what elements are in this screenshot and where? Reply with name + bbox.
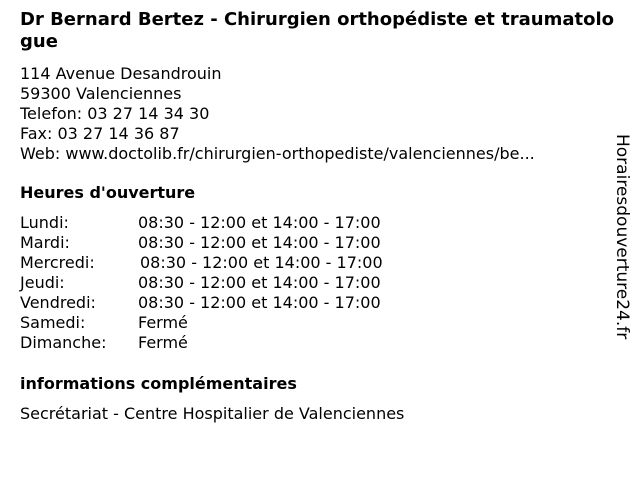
time-value: 08:30 - 12:00 et 14:00 - 17:00 xyxy=(138,233,381,252)
hours-row-saturday xyxy=(20,313,440,333)
phone-number[interactable]: Telefon: 03 27 14 34 30 xyxy=(20,104,210,123)
time-value: 08:30 - 12:00 et 14:00 - 17:00 xyxy=(138,293,381,312)
info-text: Secrétariat - Centre Hospitalier de Valenciennes xyxy=(20,404,405,423)
contact-block xyxy=(20,64,605,164)
time-value: 08:30 - 12:00 et 14:00 - 17:00 xyxy=(140,253,383,272)
fax-number: Fax: 03 27 14 36 87 xyxy=(20,124,180,143)
time-value: 08:30 - 12:00 et 14:00 - 17:00 xyxy=(138,273,381,292)
time-value: 08:30 - 12:00 et 14:00 - 17:00 xyxy=(138,213,381,232)
website-link[interactable]: Web: www.doctolib.fr/chirurgien-orthopediste/valenciennes/be... xyxy=(20,144,535,163)
day-label: Jeudi: xyxy=(20,273,65,292)
day-label: Samedi: xyxy=(20,313,86,332)
hours-row-thursday xyxy=(20,273,440,293)
street-address: 114 Avenue Desandrouin xyxy=(20,64,222,83)
site-watermark: Horairesdouverture24.fr xyxy=(612,134,632,340)
hours-row-wednesday xyxy=(20,253,440,273)
opening-hours-table xyxy=(20,213,440,353)
time-value: Fermé xyxy=(138,333,188,352)
day-label: Mardi: xyxy=(20,233,70,252)
hours-heading: Heures d'ouverture xyxy=(20,183,196,202)
day-label: Lundi: xyxy=(20,213,69,232)
city-address: 59300 Valenciennes xyxy=(20,84,182,103)
day-label: Dimanche: xyxy=(20,333,107,352)
hours-row-friday xyxy=(20,293,440,313)
page-title: Dr Bernard Bertez - Chirurgien orthopédiste et traumatologue xyxy=(20,9,614,52)
day-label: Mercredi: xyxy=(20,253,95,272)
hours-row-sunday xyxy=(20,333,440,353)
hours-row-monday xyxy=(20,213,440,233)
day-label: Vendredi: xyxy=(20,293,96,312)
info-heading: informations complémentaires xyxy=(20,374,297,393)
hours-row-tuesday xyxy=(20,233,440,253)
time-value: Fermé xyxy=(138,313,188,332)
